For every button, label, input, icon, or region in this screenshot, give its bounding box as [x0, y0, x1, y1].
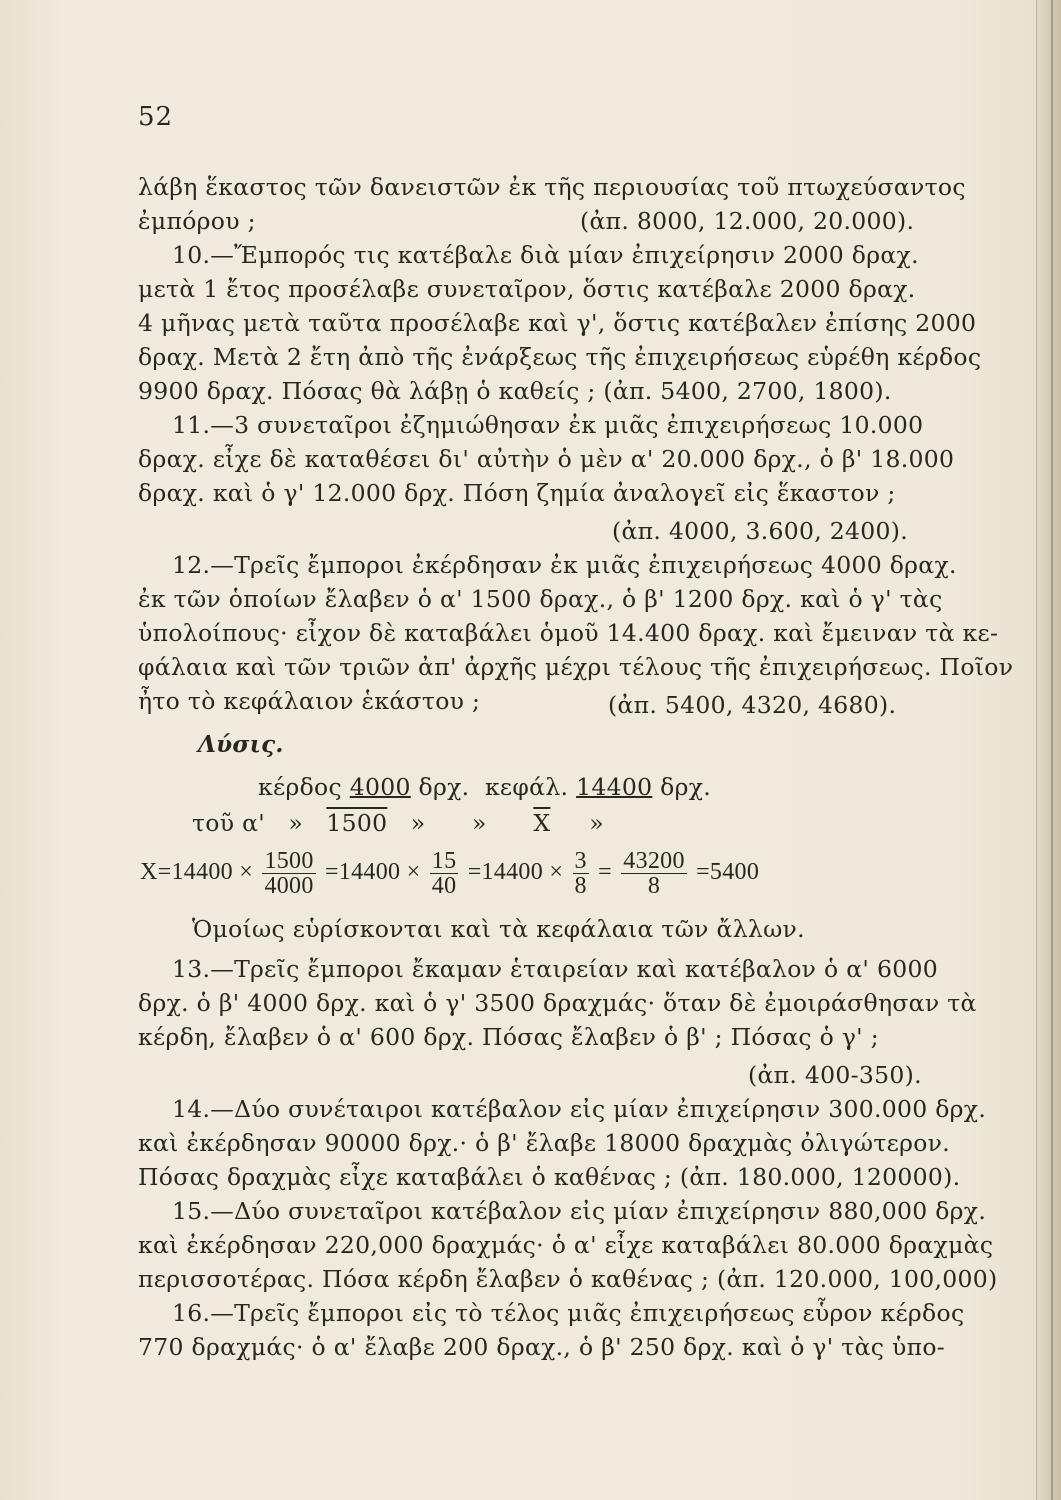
text-line: δραχ. εἶχε δὲ καταθέσει δι' αὐτὴν ὁ μὲν α' 20.000 δρχ., ὁ β' 18.000	[138, 445, 955, 473]
answer: (ἀπ. 5400, 4320, 4680).	[608, 691, 897, 719]
problem-10: 10.—Ἔμπορός τις κατέβαλε διὰ μίαν ἐπιχείρησιν 2000 δραχ.	[172, 241, 919, 269]
fraction	[262, 849, 315, 898]
fraction	[430, 849, 459, 898]
solution-heading: Λύσις.	[198, 731, 284, 758]
text-line: λάβη ἕκαστος τῶν δανειστῶν ἐκ τῆς περιουσίας τοῦ πτωχεύσαντος	[138, 173, 966, 201]
fraction-denominator: 40	[431, 872, 457, 899]
page-number: 52	[138, 102, 174, 132]
times-symbol: ×	[239, 859, 254, 885]
fraction-denominator: 4000	[264, 872, 314, 899]
equals-symbol: =	[598, 859, 612, 885]
text-line: καὶ ἐκέρδησαν 220,000 δραχμάς· ὁ α' εἶχε καταβάλει 80.000 δραχμὰς	[138, 1231, 994, 1259]
text-line: ἦτο τὸ κεφάλαιον ἑκάστου ;	[138, 687, 481, 715]
fraction-numerator: 3	[574, 847, 587, 874]
problem-14: 14.—Δύο συνέταιροι κατέβαλον εἰς μίαν ἐπιχείρησιν 300.000 δρχ.	[172, 1095, 987, 1123]
text-line: ἐκ τῶν ὁποίων ἔλαβεν ὁ α' 1500 δραχ., ὁ β' 1200 δρχ. καὶ ὁ γ' τὰς	[138, 585, 943, 613]
text-line: δραχ. καὶ ὁ γ' 12.000 δρχ. Πόση ζημία ἀναλογεῖ εἰς ἕκαστον ;	[138, 479, 896, 507]
answer: (ἀπ. 4000, 3.600, 2400).	[612, 517, 909, 545]
ditto-mark: »	[589, 809, 604, 837]
text-line: φάλαια καὶ τῶν τριῶν ἀπ' ἀρχῆς μέχρι τέλους τῆς ἐπιχειρήσεως. Ποῖον	[138, 653, 1014, 681]
fraction-numerator: 15	[431, 847, 457, 874]
problem-16: 16.—Τρεῖς ἔμποροι εἰς τὸ τέλος μιᾶς ἐπιχειρήσεως εὗρον κέρδος	[172, 1299, 965, 1327]
times-symbol: ×	[549, 859, 564, 885]
times-symbol: ×	[406, 859, 421, 885]
unit: δρχ.	[660, 773, 711, 801]
text-line: καὶ ἐκέρδησαν 90000 δρχ.· ὁ β' ἔλαβε 18000 δραχμὰς ὀλιγώτερον.	[138, 1129, 951, 1157]
capital-label: κεφάλ.	[484, 773, 569, 801]
equation-result: =5400	[696, 859, 760, 885]
ditto-mark: »	[410, 809, 426, 837]
text-line: δραχ. Μετὰ 2 ἔτη ἀπὸ τῆς ἐνάρξεως τῆς ἐπιχειρήσεως εὑρέθη κέρδος	[138, 343, 982, 371]
problem-11: 11.—3 συνεταῖροι ἐζημιώθησαν ἐκ μιᾶς ἐπιχειρήσεως 10.000	[172, 411, 924, 439]
text-line: περισσοτέρας. Πόσα κέρδη ἔλαβεν ὁ καθένας ; (ἀπ. 120.000, 100,000)	[138, 1265, 998, 1293]
text-line: 770 δραχμάς· ὁ α' ἔλαβε 200 δραχ., ὁ β' 250 δρχ. καὶ ὁ γ' τὰς ὑπο-	[138, 1333, 946, 1361]
text-line: Ὁμοίως εὑρίσκονται καὶ τὰ κεφάλαια τῶν ἄλλων.	[192, 915, 805, 943]
text-line: ἐμπόρου ;	[138, 207, 256, 235]
unit: δρχ.	[418, 773, 470, 801]
fraction-denominator: 8	[647, 872, 661, 899]
solution-equation	[140, 846, 759, 898]
answer: (ἀπ. 8000, 12.000, 20.000).	[580, 207, 915, 235]
share-label: τοῦ α'	[192, 809, 266, 837]
ditto-mark: »	[288, 809, 304, 837]
capital-value: 14400	[576, 773, 653, 801]
problem-13: 13.—Τρεῖς ἔμποροι ἔκαμαν ἑταιρείαν καὶ κατέβαλον ὁ α' 6000	[172, 955, 938, 983]
equation-term: =14400	[324, 859, 401, 885]
solution-row-1	[258, 770, 711, 804]
problem-15: 15.—Δύο συνεταῖροι κατέβαλον εἰς μίαν ἐπιχείρησιν 880,000 δρχ.	[172, 1197, 987, 1225]
ditto-mark: »	[472, 809, 487, 837]
text-line: 9900 δραχ. Πόσας θὰ λάβῃ ὁ καθείς ; (ἀπ. 5400, 2700, 1800).	[138, 377, 892, 405]
profit-value: 4000	[349, 773, 411, 801]
text-line: δρχ. ὁ β' 4000 δρχ. καὶ ὁ γ' 3500 δραχμάς· ὅταν δὲ ἐμοιράσθησαν τὰ	[138, 989, 977, 1017]
text-line: κέρδη, ἔλαβεν ὁ α' 600 δρχ. Πόσας ἔλαβεν ὁ β' ; Πόσας ὁ γ' ;	[138, 1023, 879, 1051]
fraction	[573, 849, 589, 898]
text-line: μετὰ 1 ἔτος προσέλαβε συνεταῖρον, ὅστις κατέβαλε 2000 δραχ.	[138, 275, 916, 303]
text-line: 4 μῆνας μετὰ ταῦτα προσέλαβε καὶ γ', ὅστις κατέβαλεν ἐπίσης 2000	[138, 309, 977, 337]
text-line: ὑπολοίπους· εἶχον δὲ καταβάλει ὁμοῦ 14.400 δραχ. καὶ ἔμειναν τὰ κε-	[138, 619, 999, 647]
fraction-denominator: 8	[574, 872, 587, 899]
equation-lhs: X=14400	[140, 859, 233, 885]
share-value: 1500	[326, 809, 388, 837]
problem-12: 12.—Τρεῖς ἔμποροι ἐκέρδησαν ἐκ μιᾶς ἐπιχειρήσεως 4000 δραχ.	[172, 551, 957, 579]
fraction	[621, 849, 687, 898]
equation-term: =14400	[467, 859, 544, 885]
fraction-numerator: 1500	[264, 847, 314, 874]
solution-row-2	[192, 806, 604, 840]
text-line: Πόσας δραχμὰς εἶχε καταβάλει ὁ καθένας ; (ἀπ. 180.000, 120000).	[138, 1163, 961, 1191]
profit-label: κέρδος	[258, 773, 342, 801]
unknown-x: $\overline{X}$	[533, 809, 551, 837]
fraction-numerator: 43200	[623, 847, 685, 874]
answer: (ἀπ. 400-350).	[748, 1061, 922, 1089]
